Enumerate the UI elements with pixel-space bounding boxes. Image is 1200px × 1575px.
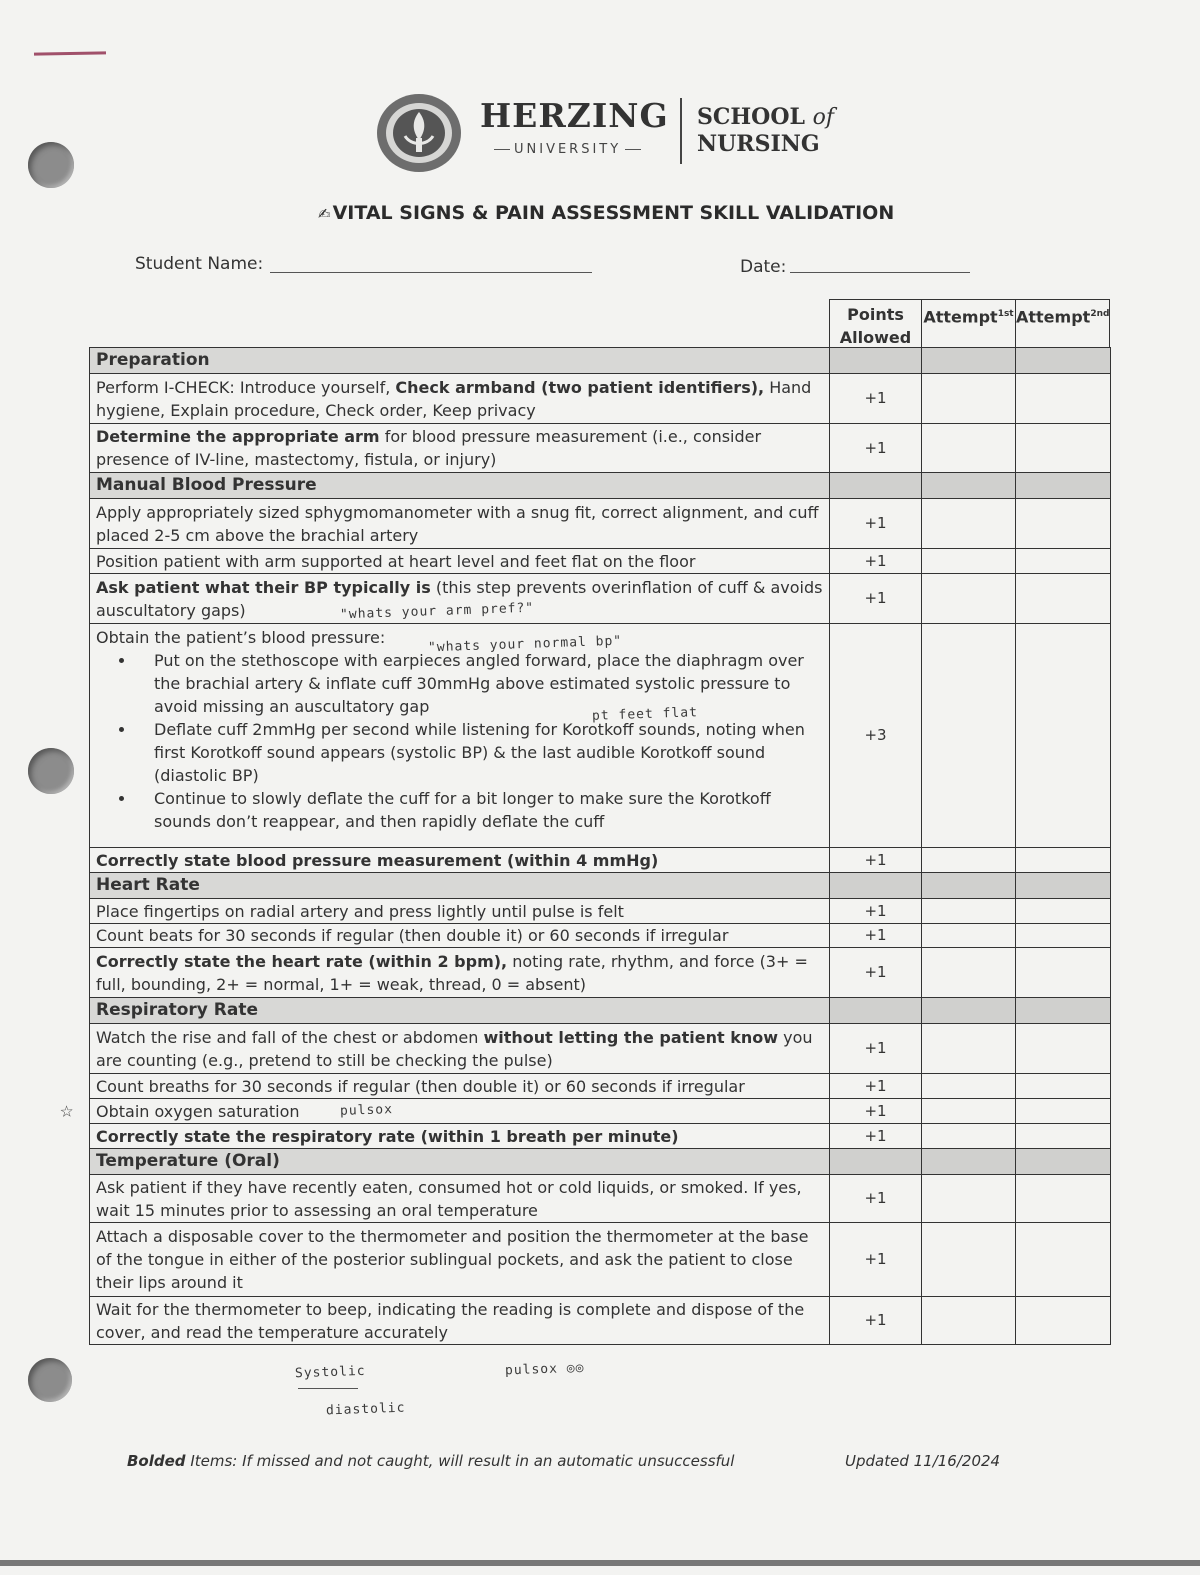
section-row [90, 473, 1111, 499]
handwritten-diastolic: diastolic [325, 1400, 406, 1419]
first-attempt-cell[interactable] [922, 848, 1016, 873]
table-row [90, 948, 1111, 998]
second-attempt-cell[interactable] [1016, 499, 1111, 549]
table-row [90, 374, 1111, 424]
section-respiratory-rate: Respiratory Rate [90, 998, 830, 1024]
section-preparation: Preparation [90, 348, 830, 374]
brand-subtitle: UNIVERSITY [490, 142, 645, 157]
table-row [90, 1024, 1111, 1074]
second-attempt-cell[interactable] [1016, 1297, 1111, 1345]
points-cell: +1 [830, 1175, 922, 1223]
first-attempt-cell[interactable] [922, 1074, 1016, 1099]
logo-divider [680, 98, 682, 164]
student-name-label: Student Name: [135, 254, 264, 274]
handwritten-pulsox-note: pulsox ◎◎ [504, 1360, 585, 1379]
step-text: Ask patient what their BP typically is (this step prevents overinflation of cuff & avoids auscultatory gaps) [90, 574, 830, 624]
first-attempt-cell[interactable] [922, 1099, 1016, 1124]
second-attempt-cell[interactable] [1016, 424, 1111, 473]
step-text: Obtain the patient’s blood pressure: • Put on the stethoscope with earpieces angled forward, place the diaphragm over the brachial artery & inflate cuff 30mmHg above estimated systolic pressure to avoid missing an auscultatory gap • Deflate cuff 2mmHg per second while listening for Korotkoff sounds, noting when first Korotkoff sound appears (systolic BP) & the last audible Korotkoff sound (diastolic BP) • Continue to slowly deflate the cuff for a bit longer to make sure the Korotkoff sounds don’t reappear, and then rapidly deflate the cuff [90, 624, 830, 848]
points-cell: +1 [830, 574, 922, 624]
second-attempt-cell[interactable] [1016, 948, 1111, 998]
binder-hole-middle [28, 748, 74, 794]
points-cell: +1 [830, 1099, 922, 1124]
handwritten-fraction-line [298, 1388, 358, 1389]
points-cell: +1 [830, 924, 922, 948]
list-item: • Continue to slowly deflate the cuff for a bit longer to make sure the Korotkoff sounds don’t reappear, and then rapidly deflate the cuff [136, 787, 823, 833]
second-attempt-cell[interactable] [1016, 899, 1111, 924]
table-row [90, 624, 1111, 848]
handwritten-systolic: Systolic [294, 1363, 366, 1382]
first-attempt-cell[interactable] [922, 899, 1016, 924]
list-item: • Deflate cuff 2mmHg per second while listening for Korotkoff sounds, noting when first Korotkoff sound appears (systolic BP) & the last audible Korotkoff sound (diastolic BP) [136, 718, 823, 787]
step-text: Ask patient if they have recently eaten, consumed hot or cold liquids, or smoked. If yes, wait 15 minutes prior to assessing an oral temperature [90, 1175, 830, 1223]
step-text: Position patient with arm supported at heart level and feet flat on the floor [90, 549, 830, 574]
step-text: Attach a disposable cover to the thermometer and position the thermometer at the base of the tongue in either of the posterior sublingual pockets, and ask the patient to close their lips around it [90, 1223, 830, 1297]
skill-checklist-table [89, 347, 1111, 1345]
bp-steps-list [96, 649, 823, 833]
first-attempt-cell[interactable] [922, 948, 1016, 998]
points-cell: +1 [830, 374, 922, 424]
table-row [90, 499, 1111, 549]
first-attempt-cell[interactable] [922, 374, 1016, 424]
first-attempt-cell[interactable] [922, 574, 1016, 624]
red-pen-mark [34, 51, 106, 55]
points-cell: +1 [830, 899, 922, 924]
first-attempt-cell[interactable] [922, 424, 1016, 473]
step-text: Count beats for 30 seconds if regular (then double it) or 60 seconds if irregular [90, 924, 830, 948]
list-item: • Put on the stethoscope with earpieces angled forward, place the diaphragm over the brachial artery & inflate cuff 30mmHg above estimated systolic pressure to avoid missing an auscultatory gap [136, 649, 823, 718]
step-text: Determine the appropriate arm for blood pressure measurement (i.e., consider presence of IV-line, mastectomy, fistula, or injury) [90, 424, 830, 473]
step-text: Perform I-CHECK: Introduce yourself, Check armband (two patient identifiers), Hand hygiene, Explain procedure, Check order, Keep privacy [90, 374, 830, 424]
step-text: Apply appropriately sized sphygmomanometer with a snug fit, correct alignment, and cuff placed 2-5 cm above the brachial artery [90, 499, 830, 549]
points-cell: +3 [830, 624, 922, 848]
step-text: Correctly state the heart rate (within 2 bpm), noting rate, rhythm, and force (3+ = full, bounding, 2+ = normal, 1+ = weak, thread, 0 = absent) [90, 948, 830, 998]
first-attempt-cell[interactable] [922, 1175, 1016, 1223]
handwritten-normal-bp: "whats your normal bp" [427, 633, 623, 656]
points-cell: +1 [830, 1124, 922, 1149]
section-row [90, 998, 1111, 1024]
points-cell: +1 [830, 549, 922, 574]
first-attempt-cell[interactable] [922, 1024, 1016, 1074]
points-cell: +1 [830, 424, 922, 473]
table-row [90, 1074, 1111, 1099]
second-attempt-cell[interactable] [1016, 848, 1111, 873]
section-row [90, 1149, 1111, 1175]
university-seal-icon [375, 92, 463, 174]
handwritten-pulsox: pulsox [339, 1102, 394, 1119]
binder-hole-top [28, 142, 74, 188]
date-field[interactable] [790, 272, 970, 273]
points-cell: +1 [830, 1074, 922, 1099]
table-row [90, 1223, 1111, 1297]
table-row [90, 899, 1111, 924]
handwritten-star-icon: ✍ [318, 205, 331, 223]
step-text: Count breaths for 30 seconds if regular (then double it) or 60 seconds if irregular [90, 1074, 830, 1099]
first-attempt-cell[interactable] [922, 1223, 1016, 1297]
scan-edge [0, 1560, 1200, 1566]
first-attempt-cell[interactable] [922, 1124, 1016, 1149]
student-name-field[interactable] [270, 272, 592, 273]
first-attempt-cell[interactable] [922, 624, 1016, 848]
binder-hole-bottom [28, 1358, 72, 1402]
second-attempt-cell[interactable] [1016, 924, 1111, 948]
step-text: Watch the rise and fall of the chest or abdomen without letting the patient know you are counting (e.g., pretend to still be checking the pulse) [90, 1024, 830, 1074]
handwritten-feet-flat: pt feet flat [591, 705, 699, 724]
section-manual-blood-pressure: Manual Blood Pressure [90, 473, 830, 499]
second-attempt-cell[interactable] [1016, 374, 1111, 424]
second-attempt-cell[interactable] [1016, 574, 1111, 624]
step-text: Correctly state blood pressure measurement (within 4 mmHg) [90, 848, 830, 873]
school-of-nursing: SCHOOL of NURSING [697, 104, 835, 157]
points-cell: +1 [830, 1223, 922, 1297]
table-row [90, 1099, 1111, 1124]
first-attempt-cell[interactable] [922, 549, 1016, 574]
table-row [90, 574, 1111, 624]
section-temperature-oral: Temperature (Oral) [90, 1149, 830, 1175]
points-cell: +1 [830, 1297, 922, 1345]
section-heart-rate: Heart Rate [90, 873, 830, 899]
bolded-items-note: Bolded Items: If missed and not caught, will result in an automatic unsuccessful [127, 1452, 735, 1470]
brand-name: HERZING [480, 96, 669, 135]
first-attempt-header: Attempt$^{1st}$ [921, 299, 1016, 349]
second-attempt-cell[interactable] [1016, 624, 1111, 848]
table-row [90, 549, 1111, 574]
first-attempt-cell[interactable] [922, 1297, 1016, 1345]
second-attempt-cell[interactable] [1016, 1124, 1111, 1149]
points-allowed-header: Points Allowed [829, 299, 922, 349]
section-row [90, 873, 1111, 899]
first-attempt-cell[interactable] [922, 499, 1016, 549]
page-title: ✍ VITAL SIGNS & PAIN ASSESSMENT SKILL VALIDATION [318, 202, 895, 224]
table-row [90, 424, 1111, 473]
step-text: Wait for the thermometer to beep, indicating the reading is complete and dispose of the cover, and read the temperature accurately [90, 1297, 830, 1345]
points-cell: +1 [830, 848, 922, 873]
second-attempt-header: Attempt$^{2nd}$ [1015, 299, 1110, 349]
points-cell: +1 [830, 1024, 922, 1074]
second-attempt-cell[interactable] [1016, 1024, 1111, 1074]
date-label: Date: [740, 257, 787, 277]
points-cell: +1 [830, 948, 922, 998]
second-attempt-cell[interactable] [1016, 1223, 1111, 1297]
points-cell: +1 [830, 499, 922, 549]
section-row [90, 348, 1111, 374]
step-text: Correctly state the respiratory rate (within 1 breath per minute) [90, 1124, 830, 1149]
table-row [90, 924, 1111, 948]
second-attempt-cell[interactable] [1016, 1099, 1111, 1124]
handwritten-arm-pref: "whats your arm pref?" [339, 600, 535, 623]
table-row [90, 1124, 1111, 1149]
second-attempt-cell[interactable] [1016, 1074, 1111, 1099]
first-attempt-cell[interactable] [922, 924, 1016, 948]
table-row [90, 848, 1111, 873]
step-text: Place fingertips on radial artery and press lightly until pulse is felt [90, 899, 830, 924]
herzing-logo [375, 92, 845, 172]
step-text: Obtain oxygen saturation [90, 1099, 830, 1124]
second-attempt-cell[interactable] [1016, 1175, 1111, 1223]
table-row [90, 1175, 1111, 1223]
handwritten-star-icon: ☆ [59, 1097, 75, 1124]
updated-date: Updated 11/16/2024 [845, 1452, 1001, 1470]
table-row [90, 1297, 1111, 1345]
second-attempt-cell[interactable] [1016, 549, 1111, 574]
